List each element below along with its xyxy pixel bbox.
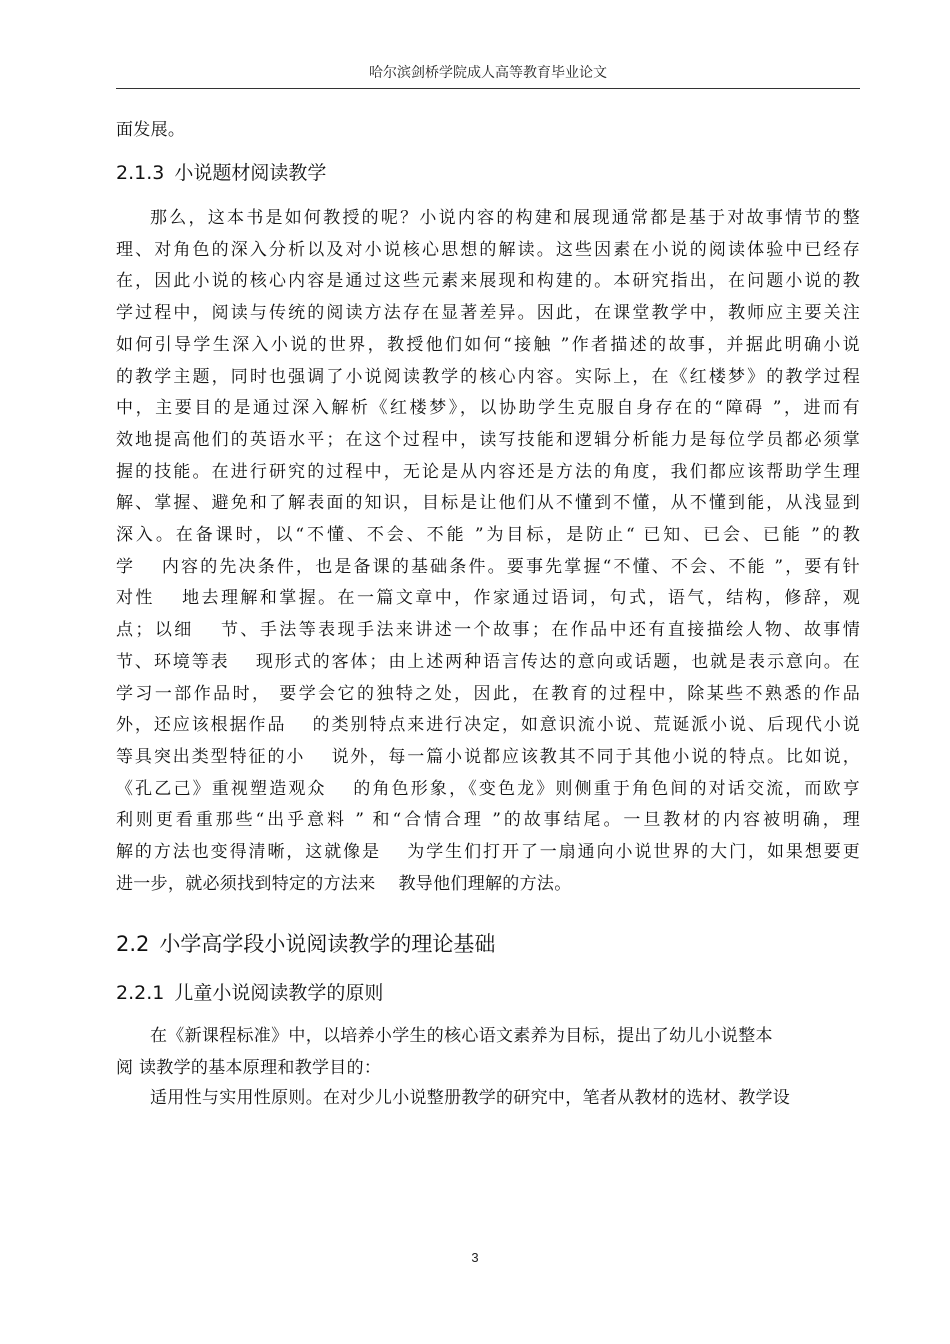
section-number: 2.2.1 [116,982,165,1004]
section-number: 2.2 [116,932,150,956]
text-line: 外，还应该根据作品 的类别特点来进行决定，如意识流小说、荒诞派小说、后现代小说 [116,715,860,736]
text-line: 阅 读教学的基本原理和教学目的： [116,1058,382,1078]
text-line: 点；以细 节、手法等表现手法来讲述一个故事；在作品中还有直接描绘人物、故事情 [116,620,860,641]
text-line: 理、对角色的深入分析以及对小说核心思想的解读。这些因素在小说的阅读体验中已经存 [116,239,860,260]
text-line: 《孔乙己》重视塑造观众 的角色形象，《变色龙》则侧重于角色间的对话交流，而欧亨 [116,778,860,799]
text-line: 学过程中，阅读与传统的阅读方法存在显著差异。因此，在课堂教学中，教师应主要关注 [116,303,860,324]
section-heading-2-1-3 [116,160,326,186]
text-line: 学习一部作品时， 要学会它的独特之处，因此，在教育的过程中，除某些不熟悉的作品 [116,683,860,704]
text-line: 等具突出类型特征的小 说外，每一篇小说都应该教其不同于其他小说的特点。比如说， [116,746,860,767]
text-line: 深入。在备课时，以“不懂、不会、不能 ”为目标，是防止“ 已知、已会、已能 ”的教 [116,525,860,545]
text-line: 对性 地去理解和掌握。在一篇文章中，作家通过语词，句式，语气，结构，修辞，观 [116,588,860,609]
text-line: 解的方法也变得清晰，这就像是 为学生们打开了一扇通向小说世界的大门，如果想要更 [116,842,860,862]
page-number: 3 [471,1250,479,1265]
section-title: 小说题材阅读教学 [174,162,327,184]
text-line: 如何引导学生深入小说的世界，教授他们如何“接触 ”作者描述的故事，并据此明确小说 [116,334,860,355]
text-line: 在，因此小说的核心内容是通过这些元素来展现和构建的。本研究指出，在问题小说的教 [116,271,860,292]
carry-over-text: 面发展。 [116,120,186,140]
text-line: 在《新课程标准》中，以培养小学生的核心语文素养为目标，提出了幼儿小说整本 [150,1026,773,1046]
text-line: 的教学主题，同时也强调了小说阅读教学的核心内容。实际上，在《红楼梦》的教学过程 [116,366,860,387]
text-line: 节、环境等表 现形式的客体；由上述两种语言传达的意向或话题，也就是表示意向。在 [116,651,860,672]
section-title: 小学高学段小说阅读教学的理论基础 [159,932,496,956]
section-heading-2-2 [116,930,495,958]
text-line: 握的技能。在进行研究的过程中，无论是从内容还是方法的角度，我们都应该帮助学生理 [116,461,860,482]
text-line: 那么，这本书是如何教授的呢？小说内容的构建和展现通常都是基于对故事情节的整 [150,208,860,228]
section-heading-2-2-1 [116,980,383,1006]
text-line: 进一步，就必须找到特定的方法来 教导他们理解的方法。 [116,873,572,894]
section-title: 儿童小说阅读教学的原则 [174,982,384,1004]
text-line: 效地提高他们的英语水平；在这个过程中，读写技能和逻辑分析能力是每位学员都必须掌 [116,429,860,450]
text-line: 学 内容的先决条件，也是备课的基础条件。要事先掌握“不懂、不会、不能 ”，要有针 [116,556,860,577]
header-divider [116,88,860,89]
text-line: 适用性与实用性原则。在对少儿小说整册教学的研究中，笔者从教材的选材、教学设 [150,1088,791,1108]
text-line: 中，主要目的是通过深入解析《红楼梦》，以协助学生克服自身存在的“障碍 ”，进而有 [116,398,860,419]
page-header: 哈尔滨剑桥学院成人高等教育毕业论文 [369,65,607,81]
section-number: 2.1.3 [116,162,165,184]
text-line: 利则更看重那些“出乎意料 ” 和“合情合理 ”的故事结尾。一旦教材的内容被明确，理 [116,810,860,831]
text-line: 解、掌握、避免和了解表面的知识，目标是让他们从不懂到不懂，从不懂到能，从浅显到 [116,493,860,514]
